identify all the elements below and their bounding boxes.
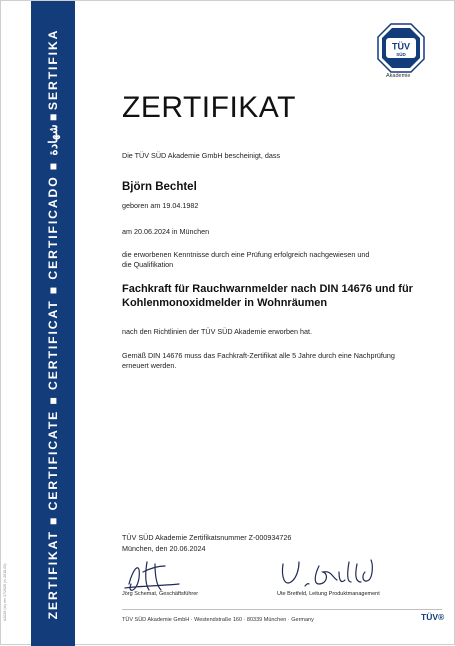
certificate-number: TÜV SÜD Akademie Zertifikatsnummer Z-000934726 <box>122 533 292 542</box>
margin-form-code: A2026 (br) rev 17/2025 (rv 2018-03) <box>3 563 7 621</box>
guidelines-text: nach den Richtlinien der TÜV SÜD Akademie erworben hat. <box>122 327 313 336</box>
signature-left <box>119 554 199 596</box>
qualification-title <box>122 282 422 310</box>
signature-right <box>277 554 387 596</box>
intro-text: Die TÜV SÜD Akademie GmbH bescheinigt, dass <box>122 151 281 160</box>
acquired-line-2: die Qualifikation <box>122 260 174 269</box>
recipient-name: Björn Bechtel <box>122 181 197 193</box>
sidebar-languages-text: ZERTIFIKAT ■ CERTIFICATE ■ CERTIFICAT ■ CERTIFICADO ■ شهادة ■ SERTIFIKA <box>46 28 60 619</box>
footer-divider <box>122 609 442 610</box>
signature-left-label: Jörg Schemat, Geschäftsführer <box>122 591 199 597</box>
logo-mark-sub: SÜD <box>396 52 406 57</box>
renewal-line-1: Gemäß DIN 14676 muss das Fachkraft-Zertifikat alle 5 Jahre durch eine Nachprüfung <box>122 351 395 360</box>
logo-caption: Akademie <box>386 73 411 79</box>
footer-logo: TÜV® <box>421 612 445 622</box>
language-sidebar <box>31 1 75 646</box>
acquired-line-1: die erworbenen Kenntnisse durch eine Prüfung erfolgreich nachgewiesen und <box>122 250 370 259</box>
tuv-logo-icon <box>377 23 425 73</box>
exam-date: am 20.06.2024 in München <box>122 227 210 236</box>
logo-mark: TÜV <box>392 41 410 52</box>
signature-right-label: Ute Bretfeld, Leitung Produktmanagement <box>277 591 380 597</box>
birth-date: geboren am 19.04.1982 <box>122 201 199 210</box>
footer-address: TÜV SÜD Akademie GmbH · Westendstraße 160 · 80339 München · Germany <box>122 617 314 623</box>
place-date: München, den 20.06.2024 <box>122 544 206 553</box>
qualification-line-1: Fachkraft für Rauchwarnmelder nach DIN 14676 und für <box>122 283 413 295</box>
qualification-line-2: Kohlenmonoxidmelder in Wohnräumen <box>122 297 328 309</box>
renewal-line-2: erneuert werden. <box>122 361 177 370</box>
certificate-title: ZERTIFIKAT <box>122 91 296 124</box>
